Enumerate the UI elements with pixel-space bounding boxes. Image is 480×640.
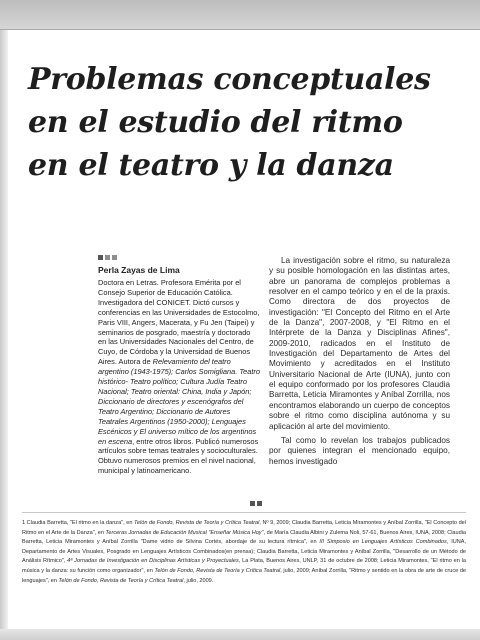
author-bio	[98, 278, 260, 476]
page-binding-edge	[0, 30, 8, 640]
marker-square	[98, 255, 103, 260]
body-paragraph: Tal como lo revelan los trabajos publicados por quienes integran el mencionado equipo, hemos investigado	[269, 435, 450, 466]
marker-square	[250, 501, 255, 506]
footnote-italic: Telón de Fondo, Revista de Teoría y Crítica Teatral	[134, 520, 260, 526]
marker-square	[105, 255, 110, 260]
end-marker-squares	[250, 501, 262, 506]
page-bottom-band	[0, 629, 480, 640]
footnote-text: , de María Claudia Albini y Zulema Noli, 57-61, Buenos Aires, IUNA, 2008; Claudia Barretta, Leticia Miramontes y Aníbal Zorrilla "Dame vidrio de Silvina Cortés, abordaje de su lectura rítmica", en	[22, 529, 467, 546]
author-name: Perla Zayas de Lima	[98, 265, 180, 275]
author-column	[98, 265, 260, 476]
footnote-italic: III Simposio en Lenguajes Artísticos Combinados	[319, 539, 447, 546]
title-line-3: en el teatro y la danza	[28, 148, 394, 183]
bio-text: , entre otros libros. Publicó numerosos artículos sobre temas teatrales y socioculturales. Obtuvo numerosos premios en el nivel nacional, municipal y latinoamericano.	[98, 436, 259, 476]
footnote-italic: Telón de Fondo, Revista de Teoría y Crítica Teatral	[58, 577, 184, 584]
section-marker-squares	[98, 255, 117, 260]
footnote-text: , La Plata, Buenos Aires, UNLP, 31 de octubre de 2008; Leticia Miramontes, "El ritmo en la música y la danza: su función como organizador", en	[22, 558, 466, 574]
footnote-text: , Nº 9, 2009; Claudia Barretta, Leticia Miramontes y Aníbal Zorrilla, "El Concepto del Ritmo en el Arte de la Danza", en	[22, 520, 467, 536]
footnote-text: 1 Claudia Barretta, "El ritmo en la danza", en	[22, 520, 135, 526]
title-line-2: en el estudio del ritmo	[28, 105, 403, 140]
marker-square	[112, 255, 117, 260]
footnote-italic: Terceras Jornadas de Educación Musical "Enseñar Música Hoy"	[105, 529, 264, 536]
title-line-1: Problemas conceptuales	[28, 62, 431, 97]
footnote-text: , IUNA, Departamento de Artes Visuales, Posgrado en Lenguajes Artísticos Combinados(en prensa); Claudia Barretta, Leticia Miramontes y Aníbal Zorrilla, "Desarrollo de un Método de Análisis Rítmico",	[22, 539, 466, 565]
body-paragraph: La investigación sobre el ritmo, su naturaleza y su posible homologación en las distintas artes, abre un panorama de complejos problemas a resolver en el campo teórico y en el de la praxis. Como directora de dos proyectos de investigación: "El Concepto del Ritmo en el Arte de la Danza", 2007-2008, y "El Ritmo en el Intérprete de la Danza y Disciplinas Afines", 2009-2010, radicados en el Instituto de Investigación del Departamento de Artes del Movimiento y acreditados en el Instituto Universitario Nacional de Arte (IUNA), junto con el equipo conformado por los profesores Claudia Barretta, Leticia Miramontes y Aníbal Zorrilla, nos encontramos elaborando un cuerpo de conceptos sobre el ritmo como disciplina autónoma y su aplicación al arte del movimiento.	[269, 256, 450, 431]
marker-square	[257, 501, 262, 506]
bio-works-italic: Relevamiento del teatro argentino (1943-1975); Carlos Somigliana. Teatro histórico- Teatro político; Cultura Judía Teatro Nacional; Teatro oriental: China, India y Japón; Diccionario de directores y escenógrafos del Teatro Argentino; Diccionario de Autores Teatrales Argentinos (1950-2000); Lenguajes Escénicos y El universo mítico de los argentinos en escena	[98, 357, 261, 446]
footnote-rule	[22, 512, 466, 513]
article-title	[28, 58, 458, 187]
footnote-text: , julio, 2009.	[183, 577, 214, 584]
footnote-italic: 4ª Jornadas de Investigación en Disciplinas Artísticas y Proyectuales	[67, 558, 239, 565]
page-top-band	[0, 0, 480, 30]
body-column	[269, 256, 450, 471]
footnote-italic: Telón de Fondo, Revista de Teoría y Crítica Teatral	[154, 567, 281, 574]
footnote-text: , julio, 2009; Aníbal Zorrilla, "Ritmo y sentido en la obra de arte de cruce de lenguajes", en	[22, 567, 467, 584]
footnotes	[22, 519, 466, 586]
bio-text: Doctora en Letras. Profesora Emérita por el Consejo Superior de Educación Católica. Investigadora del CONICET. Dictó cursos y conferencias en las Universidades de Estocolmo, Paris VIII, Angers, Macerata, y Fu Jen (Taipei) y seminarios de posgrado, maestría y doctorado en las Universidades Nacionales del Centro, de Cuyo, de Córdoba y la Universidad de Buenos Aires. Autora de	[98, 278, 260, 367]
